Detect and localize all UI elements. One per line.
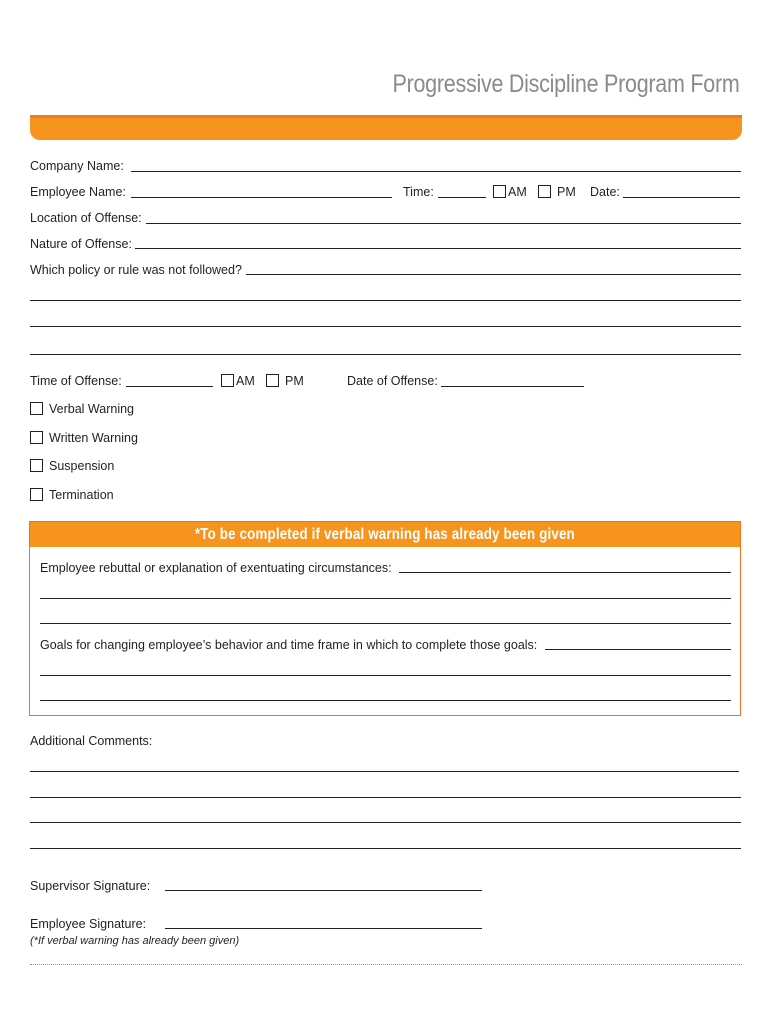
employee-signature-field[interactable] [165, 928, 482, 929]
additional-comments-line[interactable] [30, 797, 741, 798]
time-field[interactable] [438, 197, 486, 198]
footer-divider [30, 964, 742, 965]
company-name-field[interactable] [131, 171, 741, 172]
verbal-warning-followup-panel [29, 521, 741, 716]
time-of-offense-field[interactable] [126, 386, 213, 387]
additional-comments-line[interactable] [30, 771, 739, 772]
offense-am-checkbox[interactable] [221, 374, 234, 387]
suspension-checkbox[interactable] [30, 459, 43, 472]
rebuttal-field-line[interactable] [40, 623, 731, 624]
offense-am-label: AM [236, 374, 255, 388]
policy-field-line[interactable] [30, 300, 741, 301]
time-label: Time: [403, 185, 434, 199]
nature-label: Nature of Offense: [30, 237, 132, 251]
goals-label: Goals for changing employee’s behavior and time frame in which to complete those goals: [40, 638, 538, 652]
termination-label: Termination [49, 488, 114, 502]
company-name-label: Company Name: [30, 159, 124, 173]
additional-comments-line[interactable] [30, 822, 741, 823]
additional-comments-line[interactable] [30, 848, 741, 849]
panel-heading-text: *To be completed if verbal warning has already been given [195, 526, 575, 543]
written-warning-label: Written Warning [49, 431, 138, 445]
location-field[interactable] [146, 223, 741, 224]
date-field[interactable] [623, 197, 740, 198]
goals-field-line[interactable] [40, 700, 731, 701]
offense-pm-label: PM [285, 374, 304, 388]
policy-label: Which policy or rule was not followed? [30, 263, 242, 277]
rebuttal-field-line[interactable] [40, 598, 731, 599]
termination-checkbox[interactable] [30, 488, 43, 501]
employee-signature-note: (*If verbal warning has already been given) [30, 935, 240, 947]
written-warning-checkbox[interactable] [30, 431, 43, 444]
header-banner [30, 116, 742, 140]
time-pm-label: PM [557, 185, 576, 199]
time-am-checkbox[interactable] [493, 185, 506, 198]
employee-name-field[interactable] [131, 197, 392, 198]
time-am-label: AM [508, 185, 527, 199]
goals-field[interactable] [545, 649, 731, 650]
employee-signature-label: Employee Signature: [30, 917, 147, 931]
offense-pm-checkbox[interactable] [266, 374, 279, 387]
date-label: Date: [590, 185, 620, 199]
rebuttal-field[interactable] [399, 572, 731, 573]
form-title: Progressive Discipline Program Form [392, 70, 740, 98]
policy-field-line[interactable] [30, 354, 741, 355]
location-label: Location of Offense: [30, 211, 142, 225]
rebuttal-label: Employee rebuttal or explanation of exentuating circumstances: [40, 561, 392, 575]
date-of-offense-label: Date of Offense: [347, 374, 438, 388]
header-banner-stripe [30, 115, 742, 118]
verbal-warning-label: Verbal Warning [49, 402, 134, 416]
time-pm-checkbox[interactable] [538, 185, 551, 198]
supervisor-signature-field[interactable] [165, 890, 482, 891]
nature-field[interactable] [135, 248, 741, 249]
additional-comments-label: Additional Comments: [30, 734, 153, 748]
employee-name-label: Employee Name: [30, 185, 126, 199]
date-of-offense-field[interactable] [441, 386, 584, 387]
policy-field-line[interactable] [30, 326, 741, 327]
policy-field[interactable] [246, 274, 741, 275]
panel-heading [30, 522, 740, 547]
time-of-offense-label: Time of Offense: [30, 374, 122, 388]
supervisor-signature-label: Supervisor Signature: [30, 879, 151, 893]
goals-field-line[interactable] [40, 675, 731, 676]
verbal-warning-checkbox[interactable] [30, 402, 43, 415]
suspension-label: Suspension [49, 459, 115, 473]
